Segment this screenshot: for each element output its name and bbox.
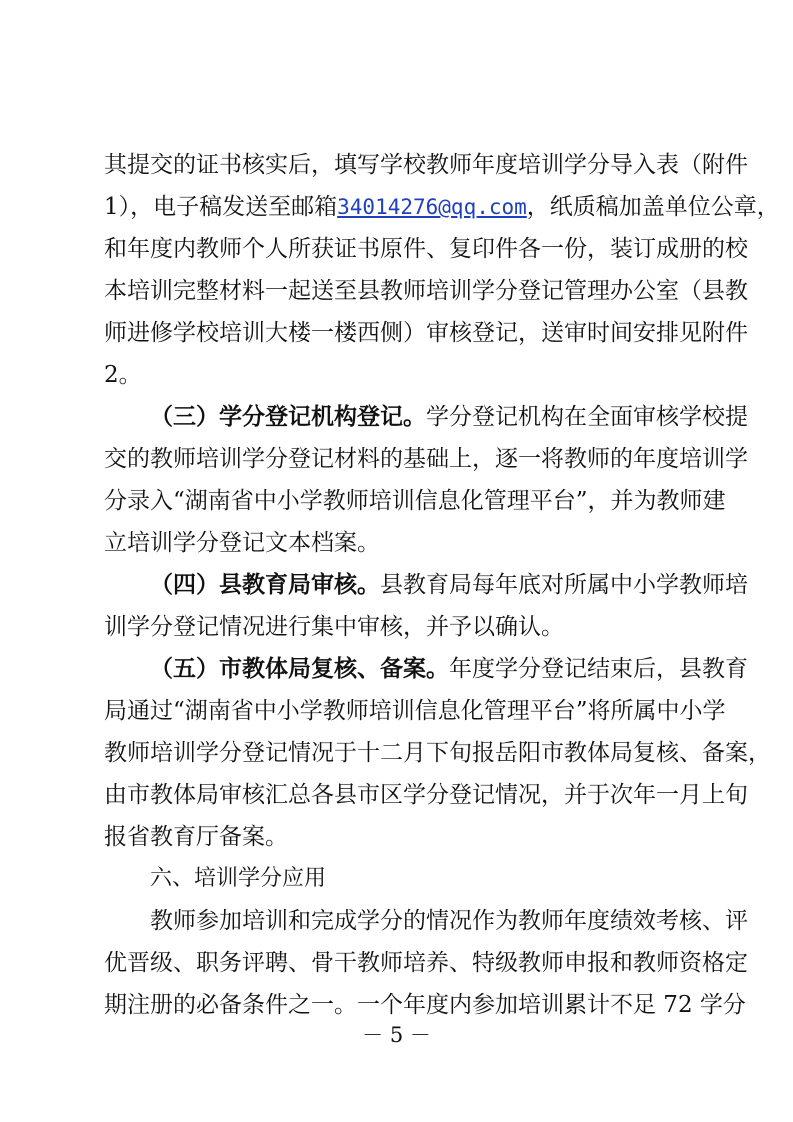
paragraph-line: 分录入“湖南省中小学教师培训信息化管理平台”，并为教师建 <box>104 488 726 514</box>
paragraph-line: 立培训学分登记文本档案。 <box>104 530 380 556</box>
paragraph-line: 其提交的证书核实后，填写学校教师年度培训学分导入表（附件 <box>104 152 748 178</box>
paragraph-line: 交的教师培训学分登记材料的基础上，逐一将教师的年度培训学 <box>104 446 748 472</box>
paragraph-line <box>104 187 780 227</box>
section-title: （五）市教体局复核、备案。 <box>150 655 449 682</box>
paragraph-line: 局通过“湖南省中小学教师培训信息化管理平台”将所属中小学 <box>104 698 726 724</box>
text-span: ，纸质稿加盖单位公章， <box>526 194 780 220</box>
text-span: 县教育局每年底对所属中小学教师培 <box>380 572 748 598</box>
section-title: （四）县教育局审核。 <box>150 571 380 598</box>
email-link[interactable]: 34014276@qq.com <box>337 195 527 219</box>
paragraph-line <box>150 397 748 437</box>
paragraph-line: 训学分登记情况进行集中审核，并予以确认。 <box>104 614 564 640</box>
paragraph-line: 和年度内教师个人所获证书原件、复印件各一份，装订成册的校 <box>104 236 748 262</box>
paragraph-line: 由市教体局审核汇总各县市区学分登记情况，并于次年一月上旬 <box>104 782 748 808</box>
paragraph-line <box>150 649 748 689</box>
paragraph-line: 本培训完整材料一起送至县教师培训学分登记管理办公室（县教 <box>104 278 748 304</box>
paragraph-line <box>150 565 748 605</box>
paragraph-line: 2。 <box>104 362 142 388</box>
paragraph-line: 教师参加培训和完成学分的情况作为教师年度绩效考核、评 <box>150 908 748 934</box>
text-span: 学分登记机构在全面审核学校提 <box>426 404 748 430</box>
paragraph-line: 师进修学校培训大楼一楼西侧）审核登记，送审时间安排见附件 <box>104 320 748 346</box>
section-heading: 六、培训学分应用 <box>150 866 327 891</box>
paragraph-line: 报省教育厅备案。 <box>104 824 288 850</box>
paragraph-line: 期注册的必备条件之一。一个年度内参加培训累计不足 72 学分 <box>104 992 746 1018</box>
paragraph-line: 优晋级、职务评聘、骨干教师培养、特级教师申报和教师资格定 <box>104 950 748 976</box>
section-title: （三）学分登记机构登记。 <box>150 403 426 430</box>
page-number: － 5 － <box>362 1023 431 1047</box>
paragraph-line: 教师培训学分登记情况于十二月下旬报岳阳市教体局复核、备案， <box>104 740 771 766</box>
text-span: 年度学分登记结束后，县教育 <box>449 656 748 682</box>
text-span: 1），电子稿发送至邮箱 <box>104 194 338 220</box>
